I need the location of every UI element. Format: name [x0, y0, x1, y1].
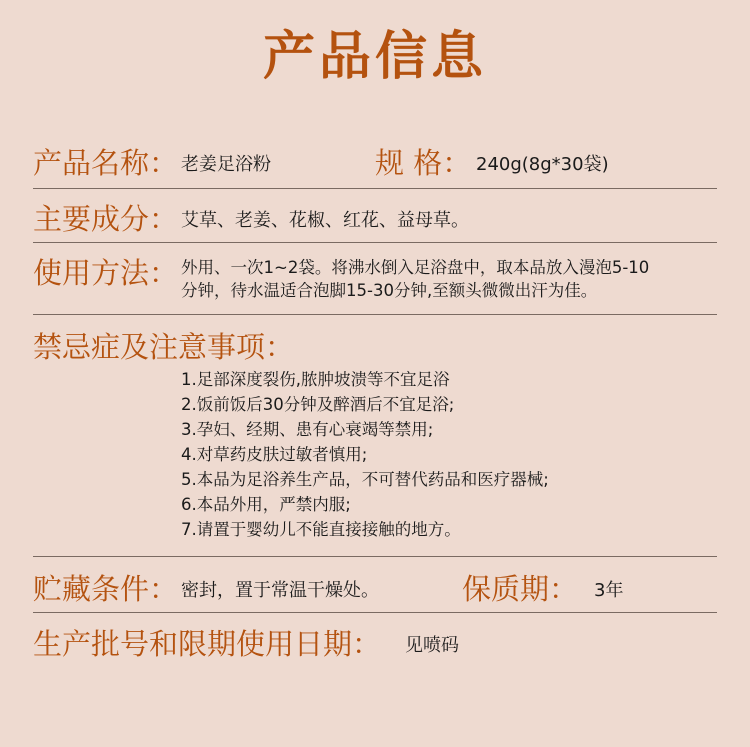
batch-value: 见喷码	[405, 635, 459, 656]
usage-label: 使用方法：	[33, 256, 179, 290]
warning-item: 7.请置于婴幼儿不能直接接触的地方。	[181, 520, 461, 539]
product-name-value: 老姜足浴粉	[181, 154, 271, 175]
spec-value: 240g(8g*30袋)	[476, 154, 609, 175]
usage-line: 外用、一次1~2袋。将沸水倒入足浴盘中，取本品放入漫泡5-10	[181, 258, 650, 277]
shelf-life-value: 3年	[594, 580, 624, 601]
divider	[33, 314, 717, 315]
divider	[33, 556, 717, 557]
divider	[33, 242, 717, 243]
batch-label: 生产批号和限期使用日期：	[33, 627, 382, 661]
warning-item: 5.本品为足浴养生产品，不可替代药品和医疗器械;	[181, 470, 549, 489]
warnings-label: 禁忌症及注意事项：	[33, 330, 295, 364]
storage-label: 贮藏条件：	[33, 572, 179, 606]
storage-value: 密封，置于常温干燥处。	[181, 580, 379, 601]
usage-line: 分钟，待水温适合泡脚15-30分钟,至额头微微出汗为佳。	[181, 281, 598, 300]
warning-item: 6.本品外用，严禁内服;	[181, 495, 351, 514]
divider	[33, 612, 717, 613]
divider	[33, 188, 717, 189]
product-name-label: 产品名称：	[33, 146, 179, 180]
ingredients-label: 主要成分：	[33, 202, 179, 236]
warning-item: 1.足部深度裂伤,脓肿坡溃等不宜足浴	[181, 370, 450, 389]
page-title: 产品信息	[262, 26, 487, 87]
warning-item: 3.孕妇、经期、患有心衰竭等禁用;	[181, 420, 434, 439]
ingredients-value: 艾草、老姜、花椒、红花、益母草。	[181, 210, 469, 231]
shelf-life-label: 保质期：	[462, 572, 579, 606]
warning-item: 2.饭前饭后30分钟及醉酒后不宜足浴;	[181, 395, 455, 414]
spec-label: 规 格：	[375, 146, 472, 180]
warning-item: 4.对草药皮肤过敏者慎用;	[181, 445, 368, 464]
